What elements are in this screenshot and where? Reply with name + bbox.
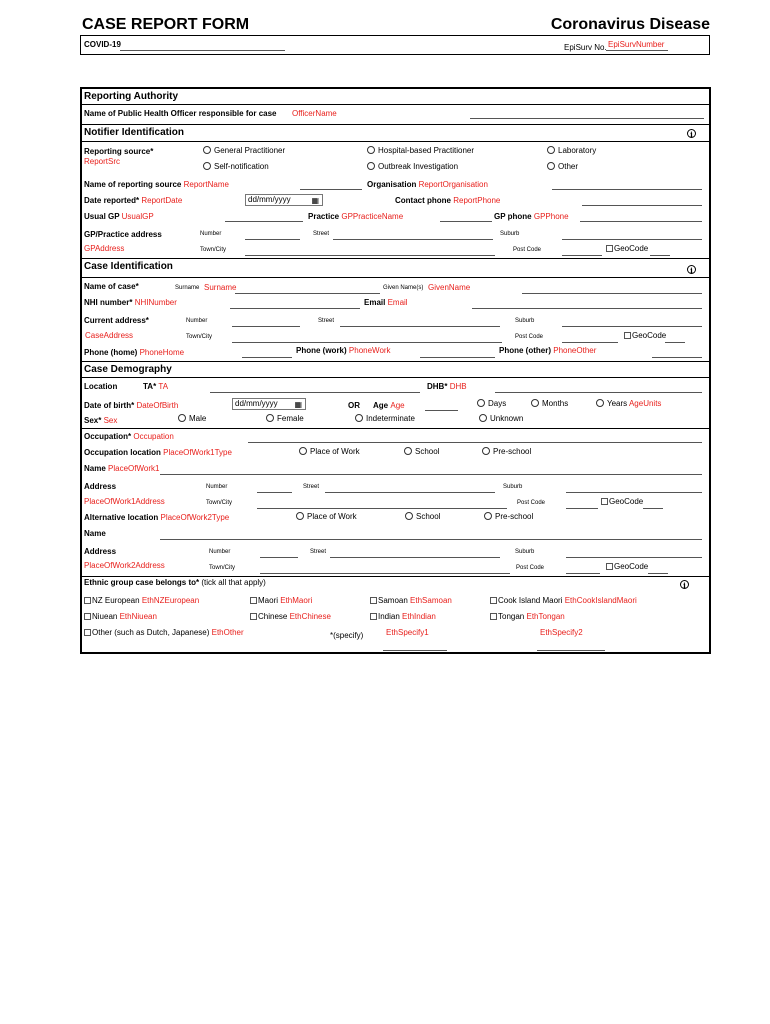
checkbox-samoan[interactable]: Samoan EthSamoan bbox=[370, 596, 452, 605]
episurv-label: EpiSurv No. bbox=[564, 43, 607, 52]
radio-place-of-work-2[interactable]: Place of Work bbox=[296, 512, 357, 521]
email-field[interactable]: Email bbox=[387, 298, 408, 307]
radio-other[interactable]: Other bbox=[547, 162, 578, 171]
reporting-source-label: Reporting source* bbox=[84, 147, 154, 156]
organisation-label: Organisation ReportOrganisation bbox=[367, 180, 488, 189]
sex-field[interactable]: Sex bbox=[103, 416, 118, 425]
officer-name-field[interactable]: OfficerName bbox=[292, 109, 337, 118]
organisation-field[interactable]: ReportOrganisation bbox=[418, 180, 488, 189]
sex-label: Sex* Sex bbox=[84, 416, 118, 425]
or-label: OR bbox=[348, 401, 360, 410]
phone-work-label: Phone (work) PhoneWork bbox=[296, 346, 391, 355]
practice-label: Practice GPPracticeName bbox=[308, 212, 404, 221]
date-reported-input[interactable]: dd/mm/yyyy ▦ bbox=[245, 194, 323, 206]
officer-label: Name of Public Health Officer responsible for case bbox=[84, 109, 277, 118]
radio-gp[interactable]: General Practitioner bbox=[203, 146, 285, 155]
case-name-label: Name of case* bbox=[84, 282, 139, 291]
given-name-field[interactable]: GivenName bbox=[428, 283, 471, 292]
geocode-checkbox[interactable]: GeoCode bbox=[601, 497, 643, 506]
gp-phone-field[interactable]: GPPhone bbox=[533, 212, 569, 221]
radio-years[interactable]: Years AgeUnits bbox=[596, 399, 661, 408]
checkbox-tongan[interactable]: Tongan EthTongan bbox=[490, 612, 565, 621]
info-icon[interactable]: i bbox=[687, 265, 696, 274]
age-label: Age Age bbox=[373, 401, 405, 410]
dhb-field[interactable]: DHB bbox=[449, 382, 467, 391]
disease-title: Coronavirus Disease bbox=[550, 16, 710, 33]
ta-label: TA* TA bbox=[143, 382, 169, 391]
geocode-checkbox[interactable]: GeoCode bbox=[606, 562, 648, 571]
nhi-field[interactable]: NHINumber bbox=[134, 298, 177, 307]
radio-preschool[interactable]: Pre-school bbox=[482, 447, 531, 456]
info-icon[interactable]: i bbox=[680, 580, 689, 589]
age-field[interactable]: Age bbox=[390, 401, 405, 410]
pow1-address-field[interactable]: PlaceOfWork1Address bbox=[84, 497, 165, 506]
source-name-label: Name of reporting source ReportName bbox=[84, 180, 229, 189]
surname-field[interactable]: Surname bbox=[204, 283, 237, 292]
info-icon[interactable]: i bbox=[687, 129, 696, 138]
source-name-field[interactable]: ReportName bbox=[183, 180, 229, 189]
pow2-name-label: Name bbox=[84, 529, 106, 538]
alternative-location-field[interactable]: PlaceOfWork2Type bbox=[160, 513, 230, 522]
radio-laboratory[interactable]: Laboratory bbox=[547, 146, 596, 155]
gp-address-field[interactable]: GPAddress bbox=[84, 244, 125, 253]
current-address-label: Current address* bbox=[84, 316, 149, 325]
usual-gp-label: Usual GP UsualGP bbox=[84, 212, 154, 221]
specify-label: *(specify) bbox=[330, 631, 364, 640]
occupation-location-field[interactable]: PlaceOfWork1Type bbox=[163, 448, 232, 457]
dhb-label: DHB* DHB bbox=[427, 382, 467, 391]
phone-home-label: Phone (home) PhoneHome bbox=[84, 348, 185, 357]
radio-months[interactable]: Months bbox=[531, 399, 568, 408]
email-label: Email Email bbox=[364, 298, 408, 307]
geocode-checkbox[interactable]: GeoCode bbox=[624, 331, 666, 340]
phone-work-field[interactable]: PhoneWork bbox=[348, 346, 391, 355]
alternative-location-label: Alternative location PlaceOfWork2Type bbox=[84, 513, 230, 522]
checkbox-chinese[interactable]: Chinese EthChinese bbox=[250, 612, 331, 621]
dob-input[interactable]: dd/mm/yyyy ▦ bbox=[232, 398, 306, 410]
pow-name-field[interactable]: PlaceOfWork1 bbox=[108, 464, 160, 473]
eth-specify-2-field[interactable]: EthSpecify2 bbox=[540, 628, 583, 637]
date-reported-label: Date reported* ReportDate bbox=[84, 196, 183, 205]
radio-place-of-work[interactable]: Place of Work bbox=[299, 447, 360, 456]
calendar-icon[interactable]: ▦ bbox=[311, 196, 319, 205]
section-case-identification: Case Identification bbox=[84, 261, 173, 272]
contact-phone-field[interactable]: ReportPhone bbox=[453, 196, 501, 205]
section-case-demography: Case Demography bbox=[84, 364, 172, 375]
ethnic-group-label: Ethnic group case belongs to* (tick all that apply) bbox=[84, 578, 266, 587]
geocode-checkbox[interactable]: GeoCode bbox=[606, 244, 648, 253]
occupation-label: Occupation* Occupation bbox=[84, 432, 174, 441]
radio-female[interactable]: Female bbox=[266, 414, 304, 423]
calendar-icon[interactable]: ▦ bbox=[294, 400, 302, 409]
occupation-field[interactable]: Occupation bbox=[133, 432, 174, 441]
eth-specify-1-field[interactable]: EthSpecify1 bbox=[386, 628, 429, 637]
nhi-label: NHI number* NHINumber bbox=[84, 298, 177, 307]
disease-code: COVID-19 bbox=[84, 40, 121, 49]
phone-home-field[interactable]: PhoneHome bbox=[139, 348, 185, 357]
pow2-address-label: Address bbox=[84, 547, 117, 556]
dob-label: Date of birth* DateOfBirth bbox=[84, 401, 179, 410]
episurv-number-field[interactable]: EpiSurvNumber bbox=[608, 40, 665, 49]
radio-school[interactable]: School bbox=[404, 447, 439, 456]
location-label: Location bbox=[84, 382, 118, 391]
pow-address-label: Address bbox=[84, 482, 117, 491]
checkbox-niuean[interactable]: Niuean EthNiuean bbox=[84, 612, 157, 621]
dob-field[interactable]: DateOfBirth bbox=[136, 401, 179, 410]
section-notifier: Notifier Identification bbox=[84, 127, 184, 138]
radio-unknown[interactable]: Unknown bbox=[479, 414, 523, 423]
date-reported-field[interactable]: ReportDate bbox=[141, 196, 183, 205]
checkbox-cook-island-maori[interactable]: Cook Island Maori EthCookIslandMaori bbox=[490, 596, 637, 605]
contact-phone-label: Contact phone ReportPhone bbox=[395, 196, 501, 205]
radio-self[interactable]: Self-notification bbox=[203, 162, 269, 171]
radio-indeterminate[interactable]: Indeterminate bbox=[355, 414, 415, 423]
checkbox-maori[interactable]: Maori EthMaori bbox=[250, 596, 312, 605]
occupation-location-label: Occupation location PlaceOfWork1Type bbox=[84, 448, 232, 457]
usual-gp-field[interactable]: UsualGP bbox=[121, 212, 154, 221]
radio-school-2[interactable]: School bbox=[405, 512, 440, 521]
practice-field[interactable]: GPPracticeName bbox=[341, 212, 404, 221]
gp-phone-label: GP phone GPPhone bbox=[494, 212, 569, 221]
radio-outbreak[interactable]: Outbreak Investigation bbox=[367, 162, 458, 171]
radio-preschool-2[interactable]: Pre-school bbox=[484, 512, 533, 521]
radio-days[interactable]: Days bbox=[477, 399, 506, 408]
radio-hospital[interactable]: Hospital-based Practitioner bbox=[367, 146, 474, 155]
case-address-field[interactable]: CaseAddress bbox=[85, 331, 134, 340]
ta-field[interactable]: TA bbox=[158, 382, 169, 391]
gp-address-label: GP/Practice address bbox=[84, 230, 162, 239]
pow-name-label: Name PlaceOfWork1 bbox=[84, 464, 160, 473]
form-title: CASE REPORT FORM bbox=[82, 16, 250, 33]
checkbox-nz-european[interactable]: NZ European EthNZEuropean bbox=[84, 596, 199, 605]
checkbox-indian[interactable]: Indian EthIndian bbox=[370, 612, 436, 621]
section-reporting-authority: Reporting Authority bbox=[84, 91, 179, 102]
radio-male[interactable]: Male bbox=[178, 414, 206, 423]
phone-other-field[interactable]: PhoneOther bbox=[553, 346, 597, 355]
age-units-field[interactable]: AgeUnits bbox=[628, 399, 662, 408]
reporting-source-field[interactable]: ReportSrc bbox=[84, 157, 121, 166]
checkbox-other-ethnicity[interactable]: Other (such as Dutch, Japanese) EthOther bbox=[84, 628, 244, 637]
phone-other-label: Phone (other) PhoneOther bbox=[499, 346, 597, 355]
pow2-address-field[interactable]: PlaceOfWork2Address bbox=[84, 561, 165, 570]
